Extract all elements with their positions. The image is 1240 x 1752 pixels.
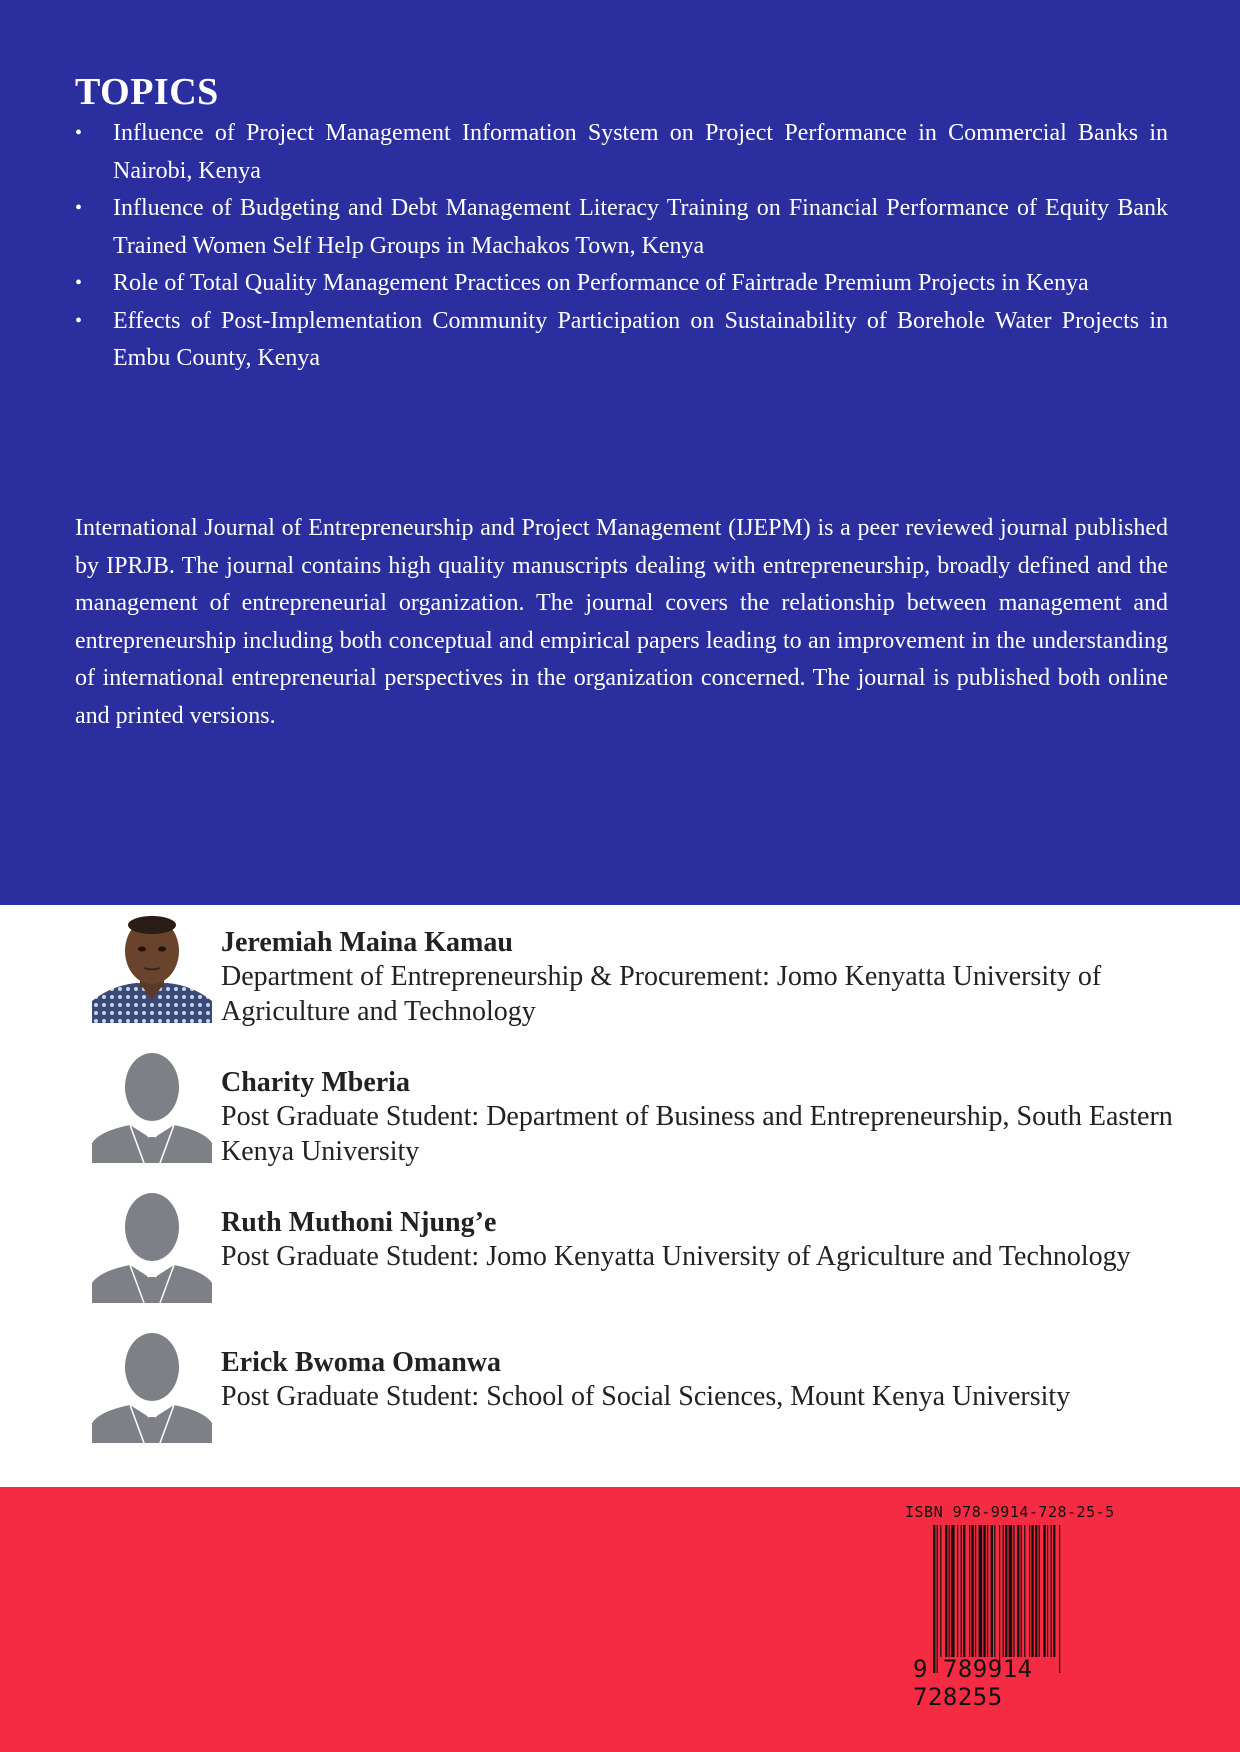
- barcode-bar: [1021, 1525, 1022, 1657]
- isbn-label: ISBN 978-9914-728-25-5: [905, 1503, 1115, 1521]
- barcode-bar: [963, 1525, 965, 1657]
- barcode-bar: [1035, 1525, 1037, 1657]
- barcode-bar: [1003, 1525, 1004, 1657]
- barcode-bar: [1051, 1525, 1052, 1657]
- barcode-bar: [971, 1525, 973, 1657]
- topic-item: [75, 265, 1168, 303]
- author-name: Charity Mberia: [221, 1067, 410, 1098]
- topics-heading: TOPICS: [75, 71, 219, 113]
- author-photo: [92, 913, 212, 1023]
- avatar-silhouette-icon: [92, 1193, 212, 1303]
- author-affiliation: Department of Entrepreneurship & Procurement: Jomo Kenyatta University of Agriculture and Technology: [221, 961, 1102, 1027]
- author-affiliation: Post Graduate Student: School of Social Sciences, Mount Kenya University: [221, 1381, 1071, 1412]
- topic-item: [75, 190, 1168, 265]
- barcode-bar: [937, 1525, 938, 1673]
- barcode-bar: [961, 1525, 962, 1657]
- barcode-bar: [994, 1525, 995, 1657]
- barcode-bar: [1059, 1525, 1060, 1673]
- barcode-bar: [1017, 1525, 1019, 1657]
- barcode-bar: [1013, 1525, 1014, 1657]
- barcode-bar: [979, 1525, 983, 1657]
- barcode-bar: [1043, 1525, 1045, 1657]
- bullet-icon: •: [75, 309, 83, 332]
- barcode-bar: [969, 1525, 970, 1657]
- barcode-bar: [933, 1525, 935, 1673]
- author-info: [221, 1347, 1181, 1414]
- isbn-barcode: [905, 1503, 1135, 1711]
- author-name: Ruth Muthoni Njung’e: [221, 1207, 497, 1238]
- barcode-bar: [1053, 1525, 1055, 1657]
- barcode-bar: [945, 1525, 947, 1657]
- barcode-bar: [949, 1525, 950, 1657]
- bullet-icon: •: [75, 197, 83, 219]
- authors-section: [0, 905, 1240, 1487]
- avatar-silhouette-icon: [92, 1333, 212, 1443]
- author-name: Erick Bwoma Omanwa: [221, 1347, 501, 1378]
- author-info: [221, 927, 1181, 1029]
- barcode-bar: [1031, 1525, 1033, 1657]
- author-affiliation: Post Graduate Student: Department of Business and Entrepreneurship, South Eastern Kenya University: [221, 1101, 1173, 1167]
- barcode-bar: [1024, 1525, 1025, 1657]
- barcode-bar: [987, 1525, 988, 1657]
- bullet-icon: •: [75, 122, 83, 144]
- journal-description: International Journal of Entrepreneurship and Project Management (IJEPM) is a peer reviewed journal published by IPRJB. The journal contains high quality manuscripts dealing with entrepreneurship, broadly defined and the management of entrepreneurial organization. The journal covers the relationship between management and entrepreneurship including both conceptual and empirical papers leading to an improvement in the understanding of international entrepreneurial perspectives in the organization concerned. The journal is published both online and printed versions.: [75, 515, 1168, 729]
- barcode-bar: [940, 1525, 941, 1657]
- barcode-bar: [1009, 1525, 1013, 1657]
- author-info: [221, 1067, 1181, 1169]
- topic-text: Role of Total Quality Management Practices on Performance of Fairtrade Premium Projects in Kenya: [113, 270, 1089, 296]
- author-name: Jeremiah Maina Kamau: [221, 927, 513, 958]
- topic-item: [75, 303, 1168, 378]
- barcode-bar: [957, 1525, 958, 1657]
- barcode-bar: [975, 1525, 976, 1657]
- topic-text: Influence of Project Management Information System on Project Performance in Commercial Banks in Nairobi, Kenya: [113, 120, 1168, 184]
- isbn-digits: 9 789914 728255: [913, 1655, 1033, 1711]
- barcode-bar: [1005, 1525, 1007, 1657]
- avatar-silhouette-icon: [92, 1053, 212, 1163]
- topics-list: [75, 115, 1168, 378]
- barcode-bar: [999, 1525, 1000, 1673]
- barcode-bar: [983, 1525, 985, 1657]
- barcode-bar: [1047, 1525, 1048, 1657]
- barcode-bar: [951, 1525, 955, 1657]
- topic-text: Effects of Post-Implementation Community Participation on Sustainability of Borehole Water Projects in Embu County, Kenya: [113, 307, 1168, 371]
- bullet-icon: •: [75, 272, 83, 294]
- barcode-bar: [1029, 1525, 1030, 1657]
- topic-item: [75, 115, 1168, 190]
- topic-text: Influence of Budgeting and Debt Management Literacy Training on Financial Performance of Equity Bank Trained Women Self Help Groups in Machakos Town, Kenya: [113, 195, 1168, 259]
- barcode-bar: [1039, 1525, 1040, 1657]
- author-info: [221, 1207, 1181, 1274]
- author-affiliation: Post Graduate Student: Jomo Kenyatta University of Agriculture and Technology: [221, 1241, 1131, 1272]
- barcode-bar: [991, 1525, 993, 1657]
